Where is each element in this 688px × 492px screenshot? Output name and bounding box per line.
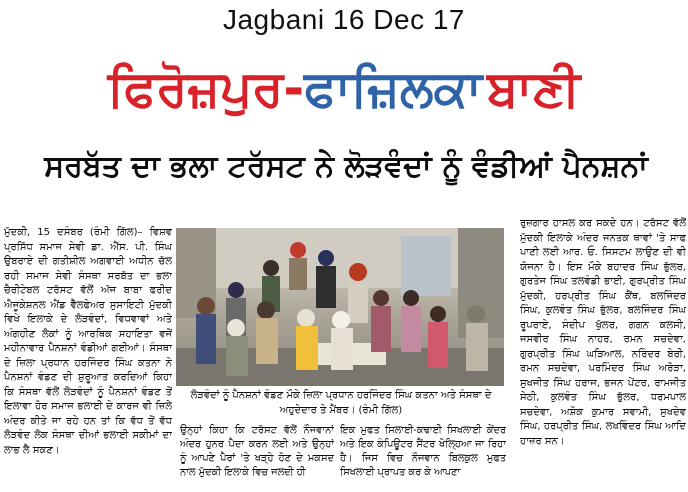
banner-word-2: ਫਾਜ਼ਿਲਕਾ xyxy=(304,59,483,118)
banner-word-1: ਫਿਰੋਜ਼ਪੁਰ xyxy=(107,59,284,118)
source-label: Jagbani 16 Dec 17 xyxy=(222,4,465,35)
article-column-left: ਮੁੱਦਕੀ, 15 ਦਸੰਬਰ (ਰੰਮੀ ਗਿੱਲ)– ਵਿਸ਼ਵ ਪ੍ਰਸਿੱਧ ਸਮਾਜ ਸੇਵੀ ਡਾ. ਐੱਸ. ਪੀ. ਸਿੰਘ ਉਬਰਾਏ ਦੀ ਗਤੀਸ਼ੀਲ ਅਗਵਾਈ ਅਧੀਨ ਚੱਲ ਰਹੀ ਸਮਾਜ ਸੇਵੀ ਸੰਸਥਾ ਸਰਬੱਤ ਦਾ ਭਲਾ ਚੈਰੀਟੇਬਲ ਟਰੱਸਟ ਵੱਲੋਂ ਅੱਜ ਬਾਬਾ ਫਰੀਦ ਐਜੂਕੇਸ਼ਨਲ ਐਂਡ ਵੈੱਲਫੇਅਰ ਸੁਸਾਇਟੀ ਮੁੱਦਕੀ ਵਿਖੇ ਇਲਾਕੇ ਦੇ ਲੋੜਵੰਦਾਂ, ਵਿਧਵਾਵਾਂ ਅਤੇ ਅੰਗਹੀਣ ਲੋਕਾਂ ਨੂੰ ਆਰਥਿਕ ਸਹਾਇਤਾ ਵਜੋਂ ਮਹੀਨਾਵਾਰ ਪੈਨਸ਼ਨਾਂ ਵੰਡੀਆਂ ਗਈਆਂ। ਸੰਸਥਾ ਦੇ ਜ਼ਿਲਾ ਪ੍ਰਧਾਨ ਹਰਜਿੰਦਰ ਸਿੰਘ ਕਤਨਾ ਨੇ ਪੈਨਸ਼ਨਾਂ ਵੰਡਣ ਦੀ ਸ਼ੁਰੂਆਤ ਕਰਦਿਆਂ ਕਿਹਾ ਕਿ ਸੰਸਥਾ ਵੱਲੋਂ ਲੋੜਵੰਦਾਂ ਨੂੰ ਪੈਨਸ਼ਨਾਂ ਵੰਡਣ ਤੋਂ ਇਲਾਵਾ ਹੋਰ ਸਮਾਜ ਭਲਾਈ ਦੇ ਕਾਰਜ ਵੀ ਜ਼ਿਲੇ ਅੰਦਰ ਕੀਤੇ ਜਾ ਰਹੇ ਹਨ ਤਾਂ ਕਿ ਵੱਧ ਤੋਂ ਵੱਧ ਲੋੜਵੰਦ ਲੋਕ ਸੰਸਥਾ ਦੀਆਂ ਭਲਾਈ ਸਕੀਮਾਂ ਦਾ ਲਾਭ ਲੈ ਸਕਣ। xyxy=(4,227,172,456)
article-column-middle-1: ਉਨ੍ਹਾਂ ਕਿਹਾ ਕਿ ਟਰੱਸਟ ਵੱਲੋਂ ਨੌਜਵਾਨਾਂ ਅੰਦਰ ਹੁਨਰ ਪੈਦਾ ਕਰਨ ਲਈ ਅਤੇ ਉਨ੍ਹਾਂ ਨੂੰ ਆਪਣੇ ਪੈਰਾਂ 'ਤੇ ਖੜ੍ਹੇ ਹੋਣ ਦੇ ਮਕਸਦ ਨਾਲ ਮੁੱਦਕੀ ਇਲਾਕੇ ਵਿਚ ਜਲਦੀ ਹੀ xyxy=(180,425,334,478)
news-photo xyxy=(176,228,504,386)
article-column-middle-2: ਇਕ ਮੁਫਤ ਸਿਲਾਈ-ਕਢਾਈ ਸਿਖਲਾਈ ਕੇਂਦਰ ਅਤੇ ਇਕ ਕੰਪਿਊਟਰ ਸੈਂਟਰ ਖੋਲ੍ਹਿਆ ਜਾ ਰਿਹਾ ਹੈ। ਜਿਸ ਵਿਚ ਨੌਜਵਾਨ ਬਿਲਕੁਲ ਮੁਫਤ ਸਿਖਲਾਈ ਪ੍ਰਾਪਤ ਕਰ ਕੇ ਆਪਣਾ xyxy=(340,425,506,478)
photo-illustration xyxy=(176,228,504,386)
section-banner xyxy=(0,54,688,122)
headline: ਸਰਬੱਤ ਦਾ ਭਲਾ ਟਰੱਸਟ ਨੇ ਲੋੜਵੰਦਾਂ ਨੂੰ ਵੰਡੀਆਂ ਪੈਨਸ਼ਨਾਂ xyxy=(44,149,648,184)
banner-word-3: ਬਾਣੀ xyxy=(487,59,581,118)
article-column-right: ਰੁਜ਼ਗਾਰ ਹਾਸਲ ਕਰ ਸਕਦੇ ਹਨ। ਟਰੱਸਟ ਵੱਲੋਂ ਮੁੱਦਕੀ ਇਲਾਕੇ ਅੰਦਰ ਜਨਤਕ ਥਾਵਾਂ 'ਤੇ ਸਾਫ ਪਾਣੀ ਲਈ ਆਰ. ਓ. ਸਿਸਟਮ ਲਾਉਣ ਦੀ ਵੀ ਯੋਜਨਾ ਹੈ। ਇਸ ਮੌਕੇ ਬਹਾਦਰ ਸਿੰਘ ਭੁੱਲਰ, ਗੁਰਤੇਜ ਸਿੰਘ ਤਲਵੰਡੀ ਭਾਈ, ਗੁਰਪ੍ਰੀਤ ਸਿੰਘ ਮੁੱਦਕੀ, ਹਰਪ੍ਰੀਤ ਸਿੰਘ ਕੈਂਥ, ਬਲਜਿੰਦਰ ਸਿੰਘ, ਕੁਲਵੰਤ ਸਿੰਘ ਭੁੱਲਰ, ਬਲਜਿੰਦਰ ਸਿੰਘ ਰੂਪਰਾਏ, ਸੰਦੀਪ ਖੁੱਲਰ, ਗਗਨ ਕਲਸੀ, ਜਸਵੀਰ ਸਿੰਘ ਨਾਹਰ, ਰਮਨ ਸਚਦੇਵਾ, ਗੁਰਪ੍ਰੀਤ ਸਿੰਘ ਘੜਿਆਲ, ਨਰਿੰਦਰ ਬੇਰੀ, ਰਮਨ ਸਚਦੇਵਾ, ਪਰਮਿੰਦਰ ਸਿੰਘ ਅਰੋੜਾ, ਸੁਖਜੀਤ ਸਿੰਘ ਹਰਾਜ, ਭਜਨ ਪੇਂਟਰ, ਰਾਮਜੀਤ ਸੇਠੀ, ਕੁਲਵੰਤ ਸਿੰਘ ਭੁੱਲਰ, ਧਰਮਪਾਲ ਸਚਦੇਵਾ, ਅਸ਼ੋਕ ਕੁਮਾਰ ਸਵਾਮੀ, ਸੁਖਦੇਵ ਸਿੰਘ, ਹਰਪ੍ਰੀਤ ਸਿੰਘ, ਲਖਵਿੰਦਰ ਸਿੰਘ ਆਦਿ ਹਾਜ਼ਰ ਸਨ। xyxy=(520,218,686,447)
source-header xyxy=(0,0,688,54)
banner-dash: - xyxy=(283,59,305,118)
photo-caption: ਲੋੜਵੰਦਾਂ ਨੂੰ ਪੈਨਸ਼ਨਾਂ ਵੰਡਣ ਮੌਕੇ ਜ਼ਿਲਾ ਪ੍ਰਧਾਨ ਹਰਜਿੰਦਰ ਸਿੰਘ ਕਤਨਾ ਅਤੇ ਸੰਸਥਾ ਦੇ ਅਹੁਦੇਦਾਰ ਤੇ ਮੈਂਬਰ। (ਰੰਮੀ ਗਿੱਲ) xyxy=(190,390,492,416)
